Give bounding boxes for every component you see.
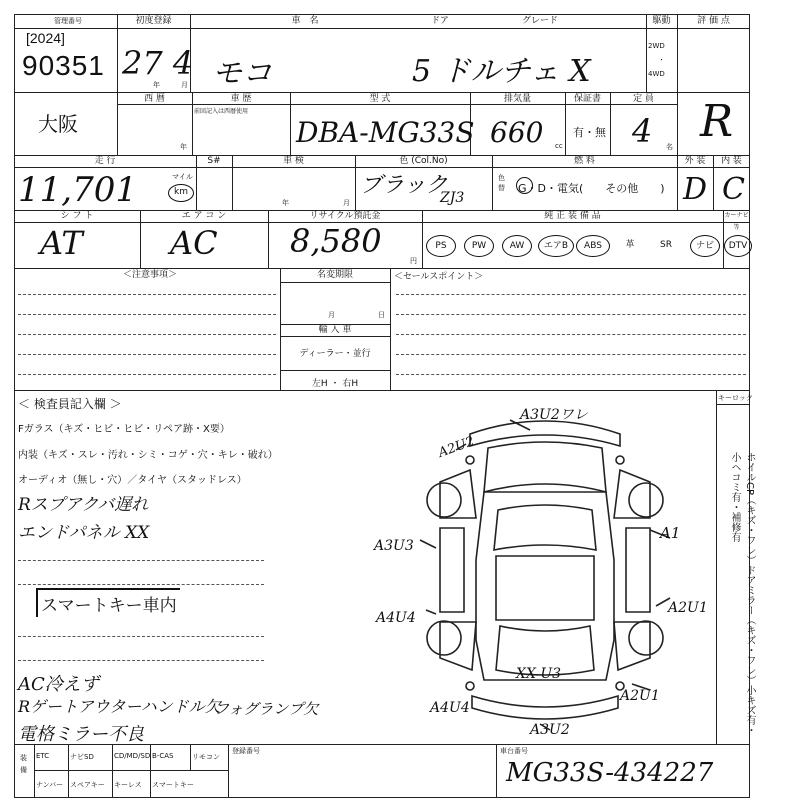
yen-unit: 円 xyxy=(410,257,417,265)
divider xyxy=(190,744,191,770)
col-equipment: 純 正 装 備 品 xyxy=(544,211,601,221)
divider xyxy=(390,268,391,390)
col-car-name: 車 名 xyxy=(291,16,319,26)
aircon-value: AC xyxy=(170,224,218,262)
sheet-year: [2024] xyxy=(26,30,65,46)
line xyxy=(18,374,276,375)
cell-cd-md-sd: CD/MD/SD xyxy=(114,752,151,760)
col-carnavi: カーナビ等 xyxy=(724,212,749,231)
divider xyxy=(34,744,35,798)
col-door: ドア xyxy=(431,16,449,26)
caution-label: ＜注意事項＞ xyxy=(122,270,177,280)
damage-roof: XX U3 xyxy=(516,666,562,682)
divider xyxy=(280,282,390,283)
divider xyxy=(14,390,750,391)
region: 大阪 xyxy=(38,112,78,136)
history-note: 前回記入は西暦使用 xyxy=(194,108,249,115)
handle-label: 左H ・ 右H xyxy=(311,379,359,389)
damage-left-front: A3U3 xyxy=(374,538,414,554)
col-recycle: リサイクル預託金 xyxy=(309,211,381,221)
first-reg-value: 27 4 xyxy=(122,44,194,82)
drive-2wd: 2WD xyxy=(648,42,665,50)
color-value: ブラック xyxy=(360,173,448,198)
drive-4wd: 4WD xyxy=(648,70,665,78)
damage-front-left: A2U2 xyxy=(436,434,477,461)
year-unit: 年 xyxy=(282,199,289,207)
import-label: 輸 入 車 xyxy=(318,325,352,335)
model-value: DBA-MG33S xyxy=(296,116,475,149)
col-exterior: 外 装 xyxy=(684,156,706,166)
smart-key-note: スマートキー車内 xyxy=(36,588,180,617)
cell-etc: ETC xyxy=(36,752,50,760)
expiry-label: 名変期限 xyxy=(316,270,353,280)
divider xyxy=(68,744,69,798)
option-pw: PW xyxy=(464,235,494,257)
col-warranty: 保証書 xyxy=(573,94,601,104)
cell-bcas: B-CAS xyxy=(152,752,174,760)
note-hand-3: AC冷えず xyxy=(18,674,99,695)
displacement-value: 660 xyxy=(490,116,544,149)
col-color: 色 (Col.No) xyxy=(399,156,448,166)
note-hand-6: 電格ミラー不良 xyxy=(18,724,144,745)
capacity-unit: 名 xyxy=(666,143,673,151)
divider xyxy=(280,370,390,371)
line xyxy=(18,584,264,585)
option-airbag: エアB xyxy=(538,235,574,257)
mile-unit: マイル xyxy=(172,173,193,181)
reg-number-label: 登録番号 xyxy=(232,747,260,755)
divider xyxy=(677,92,678,155)
recycle-value: 8,580 xyxy=(290,222,382,260)
car-name-value: モコ xyxy=(212,56,272,91)
col-fuel: 燃 料 xyxy=(574,156,595,166)
side-note: ホイルCP（キズ・ワレ）ドアミラー（キズ・ワレ）小キズ有・小ヘコミ有・補修有 xyxy=(729,452,755,736)
damage-left-rear: A4U4 xyxy=(376,610,416,626)
line xyxy=(18,314,276,315)
month-unit: 月 xyxy=(343,199,350,207)
cell-spare-key: スペアキー xyxy=(70,781,105,789)
drive-separator: ・ xyxy=(658,56,665,64)
fuel-value: G・D・電気( その他 ) xyxy=(518,182,665,195)
option-navi: ナビ xyxy=(690,235,720,257)
km-unit: km xyxy=(168,184,194,202)
line xyxy=(396,354,746,355)
sales-point-label: ＜セールスポイント＞ xyxy=(394,272,484,282)
col-interior: 内 装 xyxy=(721,156,742,166)
line xyxy=(18,354,276,355)
divider xyxy=(716,404,750,405)
fuel-circle xyxy=(516,177,533,194)
option-ps: PS xyxy=(426,235,456,257)
divider xyxy=(716,390,717,744)
col-first-reg: 初度登録 xyxy=(135,16,172,26)
month-unit: 月 xyxy=(181,81,188,89)
option-aw: AW xyxy=(502,235,532,257)
shift-value: AT xyxy=(40,224,83,262)
divider xyxy=(14,28,750,29)
divider xyxy=(228,744,229,798)
cell-navi-sd: ナビSD xyxy=(70,753,94,761)
cell-remote: リモコン xyxy=(192,753,220,761)
col-west: 西 暦 xyxy=(144,94,165,104)
note-hand-2: エンドパネル XX xyxy=(18,523,150,543)
col-displacement: 排気量 xyxy=(503,94,531,104)
year-unit: 年 xyxy=(180,143,187,151)
divider xyxy=(496,744,497,798)
capacity-value: 4 xyxy=(632,112,653,150)
col-grade: グレード xyxy=(521,16,558,26)
year-unit: 年 xyxy=(153,81,160,89)
option-sunroof: SR xyxy=(660,240,672,250)
damage-rear-left: A4U4 xyxy=(430,700,470,716)
col-mileage: 走 行 xyxy=(94,156,116,166)
line xyxy=(18,560,264,561)
col-capacity: 定 員 xyxy=(633,94,654,104)
key-lock-label: キーロック xyxy=(718,394,753,402)
grade-value: 5 ドルチェ X xyxy=(412,54,591,89)
col-aircon: エ ア コ ン xyxy=(181,211,227,221)
damage-rear: A3U2 xyxy=(530,722,570,738)
line xyxy=(396,374,746,375)
col-model: 型 式 xyxy=(369,94,391,104)
col-shift: シ フ ト xyxy=(60,211,94,221)
color-change-label: 色 替 xyxy=(498,174,505,192)
line xyxy=(18,334,276,335)
damage-right-front: A1 xyxy=(660,524,681,542)
interior-line: 内装（キズ・スレ・汚れ・シミ・コゲ・穴・キレ・破れ） xyxy=(18,450,278,461)
line xyxy=(18,294,276,295)
col-score: 評 価 点 xyxy=(697,16,730,26)
damage-right-rear: A2U1 xyxy=(668,600,708,616)
note-hand-1: Rスプアクバ遅れ xyxy=(18,495,149,515)
option-dtv: DTV xyxy=(724,235,752,257)
audio-line: オーディオ（無し・穴）／タイヤ（スタッドレス） xyxy=(18,475,247,486)
col-sno: S# xyxy=(207,156,221,166)
line xyxy=(18,660,264,661)
warranty-value: 有・無 xyxy=(573,126,606,139)
fglass-line: Fガラス（キズ・ヒビ・ヒビ・リペア跡・X要） xyxy=(18,424,230,435)
chassis-label: 車台番号 xyxy=(500,747,528,755)
exterior-value: D xyxy=(683,172,708,207)
divider xyxy=(280,336,390,337)
col-inspection: 車 検 xyxy=(283,156,304,166)
damage-rear-right: A2U1 xyxy=(620,688,660,704)
score-value: R xyxy=(700,96,734,147)
cc-unit: cc xyxy=(555,142,563,150)
mileage-value: 11,701 xyxy=(18,170,137,210)
cell-number: ナンバー xyxy=(36,781,64,789)
interior-value: C xyxy=(722,172,745,207)
cell-keyless: キーレス xyxy=(114,781,142,789)
note-hand-5: フォグランプ欠 xyxy=(214,700,319,718)
code-label: 管理番号 xyxy=(54,17,82,25)
dealer-label: ディーラー・並行 xyxy=(299,349,371,359)
line xyxy=(396,294,746,295)
divider xyxy=(14,222,750,223)
divider xyxy=(14,744,750,745)
chassis-value: MG33S-434227 xyxy=(506,758,714,788)
option-abs: ABS xyxy=(576,235,610,257)
col-history: 車 歴 xyxy=(230,94,252,104)
col-drive: 駆動 xyxy=(652,16,671,26)
option-leather: 革 xyxy=(625,240,635,250)
expiry-month-unit: 月 xyxy=(328,311,335,319)
damage-front: A3U2ワレ xyxy=(520,407,588,423)
expiry-day-unit: 日 xyxy=(378,311,385,319)
line xyxy=(396,334,746,335)
equipment-label: 装 備 xyxy=(20,754,27,774)
lot-number: 90351 xyxy=(22,50,105,81)
line xyxy=(396,314,746,315)
note-hand-4: Rゲートアウターハンドル欠 xyxy=(18,697,221,716)
divider xyxy=(34,770,228,771)
line xyxy=(18,636,264,637)
cell-smart-key: スマートキー xyxy=(152,781,194,789)
inspector-title: ＜ 検査員記入欄 ＞ xyxy=(18,397,122,411)
color-code: ZJ3 xyxy=(440,190,465,206)
divider xyxy=(112,744,113,798)
